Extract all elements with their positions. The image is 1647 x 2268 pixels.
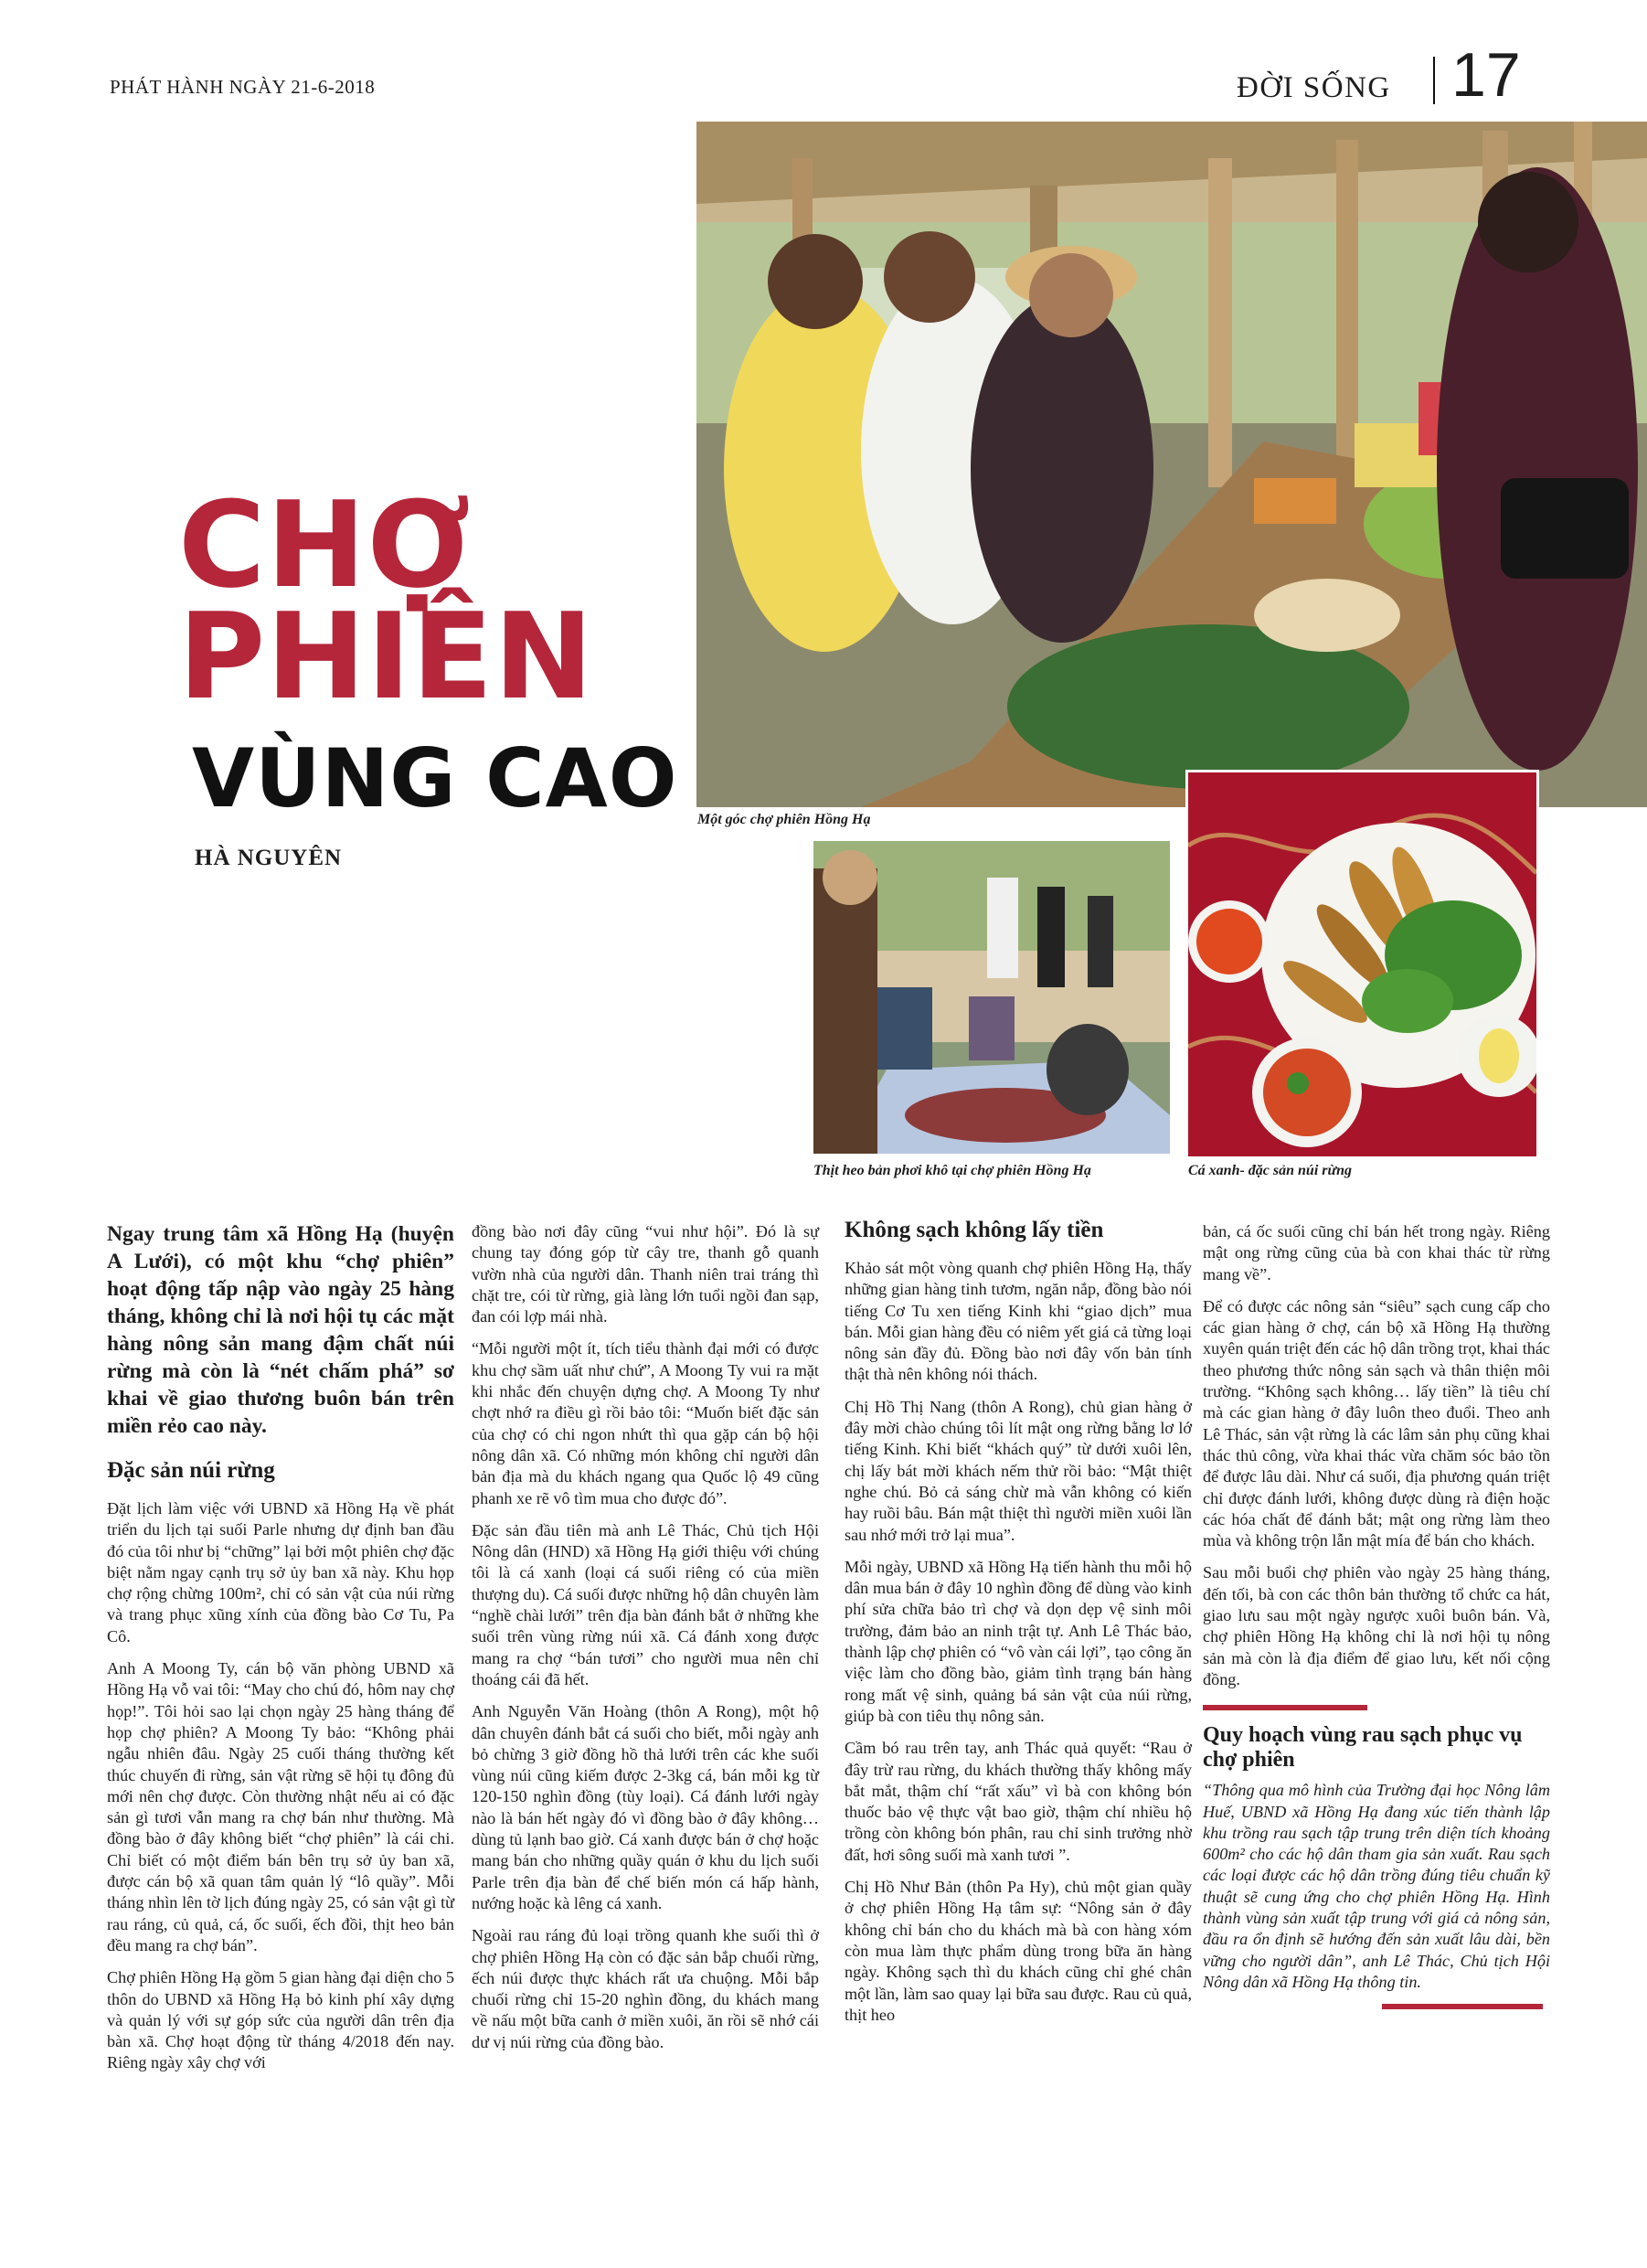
- body-paragraph: đồng bào nơi đây cũng “vui như hội”. Đó là sự chung tay đóng góp từ cây tre, thanh gỗ quanh vườn nhà của người dân. Thanh niên trai tráng thì chặt tre, cói từ rừng, già làng lớn tuổi ngồi đan sạp, đan cói lợp mái nhà.: [472, 1222, 819, 1326]
- caption-fish-photo: Cá xanh- đặc sản núi rừng: [1188, 1163, 1352, 1178]
- market-stall-photo: [696, 122, 1647, 807]
- article-column-3: [845, 1212, 1192, 2037]
- body-paragraph: Để có được các nông sản “siêu” sạch cung cấp cho các gian hàng ở chợ, cán bộ xã Hồng Hạ thường xuyên quán triệt đến các hộ dân trồng trọt, khai thác theo phương thức nông sản sạch và thân thiện môi trường. “Không sạch không… lấy tiền” là tiêu chí mà các gian hàng ở đây luôn theo đuổi. Theo anh Lê Thác, sản vật rừng là các lâm sản phụ cũng khai thác thủ công, vừa khai thác vừa chăm sóc bảo tồn để được lâu dài. Như cá suối, địa phương quán triệt chỉ được đánh lưới, không được dùng rà điện hoặc các hóa chất để đánh bắt; mật ong rừng làm theo mùa và không trộn lẫn mật mía để bán cho khách.: [1203, 1296, 1550, 1550]
- subheading-dac-san: Đặc sản núi rừng: [107, 1458, 275, 1483]
- market-stall-illustration: [696, 122, 1647, 807]
- body-paragraph: Mỗi ngày, UBND xã Hồng Hạ tiến hành thu mỗi hộ dân mua bán ở đây 10 nghìn đồng để dùng vào kinh phí sửa chữa bảo trì chợ và dọn dẹp vệ sinh môi trường, đảm bảo an ninh trật tự. Anh Lê Thác bảo, thành lập chợ phiên có “vô vàn cái lợi”, tạo công ăn việc làm cho đồng bào, giảm tình trạng bán hàng rong mất vệ sinh, quảng bá sản vật của núi rừng, giúp bà con tiêu thụ nông sản.: [845, 1557, 1192, 1725]
- body-paragraph: Chợ phiên Hồng Hạ gồm 5 gian hàng đại diện cho 5 thôn do UBND xã Hồng Hạ bỏ kinh phí xây dựng và quản lý với sự góp sức của người dân trên địa bàn xã. Chợ hoạt động từ tháng 4/2018 đến nay. Riêng ngày xây chợ với: [107, 1968, 454, 2072]
- byline: HÀ NGUYÊN: [195, 846, 343, 870]
- body-paragraph: Ngoài rau ráng đủ loại trồng quanh khe suối thì ở chợ phiên Hồng Hạ còn có đặc sản bắp chuối rừng, ếch núi được thực khách rất ưa chuộng. Mỗi bắp chuối rừng chỉ 15-20 nghìn đồng, du khách mang về nấu một bữa canh ở miền xuôi, ăn rồi sẽ nhớ cái dư vị núi rừng của đồng bào.: [472, 1926, 819, 2051]
- fish-dish-photo: [1185, 770, 1539, 1159]
- body-paragraph: Chị Hồ Như Bản (thôn Pa Hy), chủ một gian quầy ở chợ phiên Hồng Hạ tâm sự: “Nông sản ở đây không chỉ bán cho du khách mà bà con hàng xóm còn mua làm thực phẩm dùng trong bữa ăn hàng ngày. Không sạch thì du khách cũng chỉ ghé chân một lần, làm sao quay lại bữa sau được. Rau củ quả, thịt heo: [845, 1878, 1192, 2024]
- box-top-rule: [1203, 1705, 1367, 1710]
- issue-date: PHÁT HÀNH NGÀY 21-6-2018: [110, 76, 376, 98]
- body-paragraph: Khảo sát một vòng quanh chợ phiên Hồng Hạ, thấy những gian hàng tinh tươm, ngăn nắp, đồng bào nói tiếng Cơ Tu xen tiếng Kinh khi “giao dịch” mua bán. Mỗi gian hàng đều có niêm yết giá cả từng loại nông sản đầy đủ. Đồng bào nơi đây vốn bản tính thật thà nên không nói thách.: [845, 1259, 1192, 1384]
- body-paragraph: bản, cá ốc suối cũng chỉ bán hết trong ngày. Riêng mật ong rừng cũng của bà con khai thác từ rừng mang về”.: [1203, 1222, 1550, 1283]
- body-paragraph: Đặt lịch làm việc với UBND xã Hồng Hạ về phát triển du lịch tại suối Parle nhưng dự định ban đầu đó của tôi như bị “chững” lại bởi một phiên chợ đặc biệt nằm ngay cạnh trụ sở ủy ban xã này. Khu họp chợ rộng chừng 100m², chỉ có sản vật của núi rừng và trang phục xũng xính của đồng bào Cơ Tu, Pa Cô.: [107, 1499, 454, 1645]
- dried-pork-illustration: [813, 841, 1170, 1154]
- body-paragraph: “Mỗi người một ít, tích tiểu thành đại mới có được khu chợ sầm uất như chứ”, A Moong Ty vui ra mặt khi nhắc đến chuyện dựng chợ. A Moong Ty như chợt nhớ ra điều gì rồi bảo tôi: “Muốn biết đặc sản của chợ có chi ngon nhứt thì qua gặp cán bộ hội nông dân xã. Có những món không chỉ người dân bản địa mà du khách ngang qua Quốc lộ 49 cũng phanh xe rẽ vô tìm mua cho được đó”.: [472, 1339, 819, 1507]
- lead-paragraph: Ngay trung tâm xã Hồng Hạ (huyện A Lưới), có một khu “chợ phiên” hoạt động tấp nập vào ngày 25 hàng tháng, không chỉ là nơi hội tụ các mặt hàng nông sản mang đậm chất núi rừng mà còn là “nét chấm phá” sơ khai về giao thương buôn bán trên miền rẻo cao này.: [107, 1222, 454, 1438]
- subheading-khong-sach: Không sạch không lấy tiền: [845, 1218, 1104, 1242]
- box-text: “Thông qua mô hình của Trường đại học Nông lâm Huế, UBND xã Hồng Hạ đang xúc tiến thành lập khu trồng rau sạch tập trung trên diện tích khoảng 600m² cho các hộ dân tham gia sản xuất. Rau sạch các loại được các hộ dân trồng đúng tiêu chuẩn kỹ thuật sẽ cung ứng cho chợ phiên Hồng Hạ. Hình thành vùng sản xuất tập trung với giá cả nông sản, đầu ra ổn định sẽ hướng đến sản xuất lâu dài, bền vững cho người dân”, anh Lê Thác, Chủ tịch Hội Nông dân xã Hồng Hạ thông tin.: [1203, 1781, 1550, 1991]
- body-paragraph: Chị Hồ Thị Nang (thôn A Rong), chủ gian hàng ở đây mời chào chúng tôi lít mật ong rừng bằng lơ lớ tiếng Kinh. Khi biết “khách quý” từ dưới xuôi lên, chị lấy bát mời khách nếm thử rồi bảo: “Mật thiệt nghe chú. Bỏ cả sáng chừ mà vẫn không có kiến hay ruồi bâu. Bán mật thiệt thì người miền xuôi lần sau nhớ mới trở lại mua”.: [845, 1397, 1192, 1544]
- fish-dish-illustration: [1188, 772, 1536, 1156]
- caption-main-photo: Một góc chợ phiên Hồng Hạ: [697, 812, 871, 827]
- body-paragraph: Sau mỗi buổi chợ phiên vào ngày 25 hàng tháng, đến tối, bà con các thôn bản thường tổ chức ca hát, giao lưu sau một ngày ngược xuôi buôn bán. Và, chợ phiên Hồng Hạ không chỉ là nơi hội tụ nông sản mà còn là địa điểm để giao lưu, kết nối cộng đồng.: [1203, 1563, 1550, 1688]
- article-column-1: [107, 1220, 454, 2085]
- header-divider: [1433, 57, 1435, 104]
- headline-line-3: VÙNG CAO: [192, 731, 678, 825]
- article-column-2: [472, 1221, 819, 2064]
- body-paragraph: Anh Nguyễn Văn Hoàng (thôn A Rong), một hộ dân chuyên đánh bắt cá suối cho biết, mỗi ngày anh bỏ chừng 3 giờ đồng hồ thả lưới trên các khe suối vùng núi cũng kiếm được 2-3kg cá, bán mỗi kg từ 120-150 nghìn đồng (tùy loại). Cá đánh lưới ngày nào là bán hết ngày đó vì đồng bào ở đây không… dùng tủ lạnh bao giờ. Cá xanh được bán ở chợ hoặc mang bán cho những quầy quán ở khu du lịch suối Parle trên địa bàn để chế biến món cá hấp hành, nướng hoặc kà lêng cá xanh.: [472, 1702, 819, 1912]
- body-paragraph: Đặc sản đầu tiên mà anh Lê Thác, Chủ tịch Hội Nông dân (HND) xã Hồng Hạ giới thiệu với chúng tôi là cá xanh (loại cá suối riêng có của miền thượng du). Cá suối được những hộ dân chuyên làm “nghề chài lưới” trên địa bàn đánh bắt ở những khe suối trên vùng rừng núi xã. Cá đánh xong được mang ra chợ “bán tươi” cho người mua nên chỉ thoáng cái đã hết.: [472, 1520, 819, 1688]
- section-name: ĐỜI SỐNG: [1237, 71, 1391, 104]
- box-bottom-rule: [1382, 2004, 1543, 2009]
- headline-line-1: CHỢ: [178, 475, 472, 614]
- sidebar-box: [1203, 1723, 1550, 1993]
- caption-pork-photo: Thịt heo bản phơi khô tại chợ phiên Hồng Hạ: [813, 1163, 1091, 1178]
- headline-line-2: PHIÊN: [178, 587, 595, 726]
- dried-pork-photo: [813, 841, 1170, 1154]
- headline-red: [178, 475, 595, 726]
- page-number: 17: [1451, 40, 1521, 110]
- body-paragraph: Cầm bó rau trên tay, anh Thác quả quyết: “Rau ở đây trừ rau rừng, du khách thường thấy không mấy bắt mắt, thậm chí “rất xấu” vì bà con không bón thuốc bảo vệ thực vật bao giờ, thậm chí nhiều hộ trồng còn không bón phân, rau chỉ sinh trưởng nhờ đất, hơi sông suối mà xanh tươi ”.: [845, 1739, 1192, 1864]
- article-column-4: [1203, 1221, 1550, 2009]
- body-paragraph: Anh A Moong Ty, cán bộ văn phòng UBND xã Hồng Hạ vỗ vai tôi: “May cho chú đó, hôm nay chợ họp!”. Tôi hỏi sao lại chọn ngày 25 hàng tháng để họp chợ phiên? A Moong Ty bảo: “Không phải ngẫu nhiên đâu. Ngày 25 cuối tháng thường kết thúc chuyến đi rừng, sản vật rừng sẽ hội tụ đông đủ mới nên chợ được. Còn thường nhật nếu ai có đặc sản gì tươi vẫn mang ra chợ bán như thường. Mà đồng bào ở đây không biết “chợ phiên” là cái chi. Chỉ biết có một điểm bán bên trụ sở ủy ban xã, được cán bộ xã quan tâm quản lý “lô quầy”. Mỗi tháng nhìn lên tờ lịch đúng ngày 25, có sản vật gì từ rau ráng, củ quả, cá, ốc suối, ếch đồi, thịt heo bản đều mang ra chợ bán”.: [107, 1659, 454, 1954]
- box-title: Quy hoạch vùng rau sạch phục vụ chợ phiên: [1203, 1723, 1523, 1773]
